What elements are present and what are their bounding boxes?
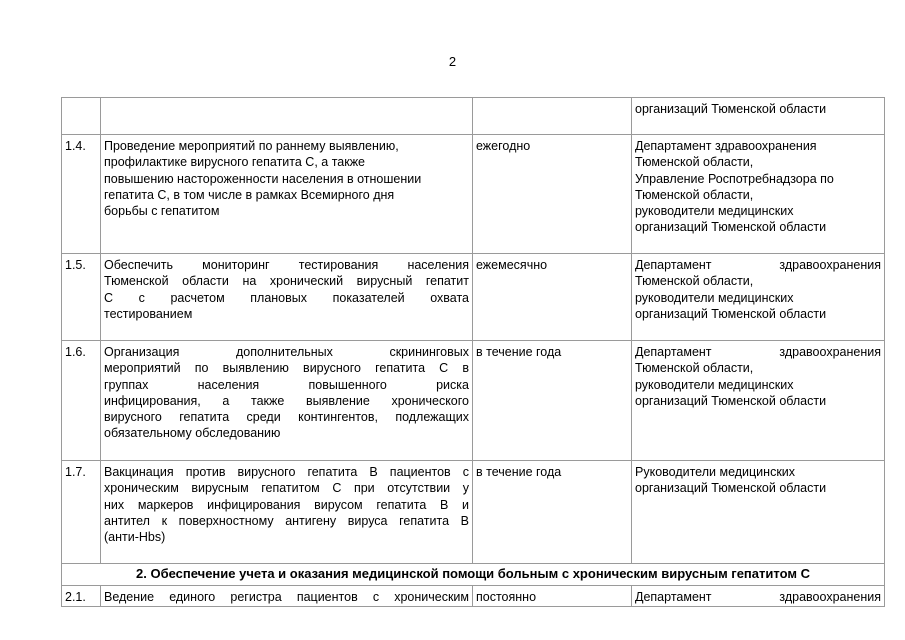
row-description (101, 254, 473, 341)
description-line: группах населения повышенного риска (104, 377, 469, 392)
responsible-line: руководители медицинских (635, 377, 794, 392)
row-term: ежемесячно (473, 254, 632, 341)
description-line: Вакцинация против вирусного гепатита В пациентов с (104, 465, 469, 479)
row-responsible (632, 135, 885, 254)
description-line: С с расчетом плановых показателей охвата (104, 290, 469, 305)
description-line: Организация дополнительных скрининговых (104, 345, 469, 359)
description-line: них маркеров инфицирования вирусом гепатита В и (104, 497, 469, 512)
responsible-line: Тюменской области, (635, 155, 754, 170)
responsible-line: Тюменской области, (635, 187, 754, 202)
section-header-row (62, 564, 885, 586)
row-description (101, 341, 473, 461)
row-term: постоянно (473, 586, 632, 607)
row-description (101, 135, 473, 254)
table-row (62, 341, 885, 461)
description-line: (анти-Hbs) (104, 530, 166, 545)
row-description (101, 586, 473, 607)
description-line: Ведение единого регистра пациентов с хроническим (104, 590, 469, 604)
description-line: гепатита С, в том числе в рамках Всемирного дня (104, 187, 395, 202)
row-term: ежегодно (473, 135, 632, 254)
responsible-line: организаций Тюменской области (635, 306, 827, 321)
responsible-line: Департамент здравоохранения (635, 258, 881, 272)
row-term (473, 98, 632, 135)
row-number: 1.5. (62, 254, 101, 341)
responsible-line: Управление Роспотребнадзора по (635, 171, 834, 186)
responsible-line: Руководители медицинских (635, 465, 796, 479)
responsible-line: Тюменской области, (635, 274, 754, 289)
responsible-line: организаций Тюменской области (635, 102, 827, 116)
row-responsible (632, 586, 885, 607)
row-description (101, 98, 473, 135)
row-number: 1.7. (62, 461, 101, 564)
responsible-line: организаций Тюменской области (635, 393, 827, 408)
description-line: повышению настороженности населения в отношении (104, 171, 422, 186)
row-number: 1.4. (62, 135, 101, 254)
row-number (62, 98, 101, 135)
row-responsible (632, 461, 885, 564)
row-number: 1.6. (62, 341, 101, 461)
description-line: профилактике вирусного гепатита С, а также (104, 155, 366, 170)
description-line: обязательному обследованию (104, 426, 281, 441)
table-row (62, 461, 885, 564)
table-row (62, 586, 885, 607)
description-line: тестированием (104, 306, 193, 321)
section-title: 2. Обеспечение учета и оказания медицинской помощи больным с хроническим вирусным гепатитом С (62, 564, 885, 586)
row-number: 2.1. (62, 586, 101, 607)
measures-table (61, 97, 885, 607)
row-responsible (632, 98, 885, 135)
description-line: мероприятий по выявлению вирусного гепатита С в (104, 361, 469, 376)
responsible-line: Департамент здравоохранения (635, 345, 881, 359)
description-line: Проведение мероприятий по раннему выявлению, (104, 139, 399, 153)
page-number: 2 (448, 54, 457, 69)
responsible-line: Тюменской области, (635, 361, 754, 376)
description-line: вирусного гепатита среди контингентов, подлежащих (104, 410, 469, 425)
responsible-line: Департамент здравоохранения (635, 590, 881, 604)
description-line: Тюменской области на хронический вирусный гепатит (104, 274, 469, 289)
description-line: инфицирования, а также выявление хронического (104, 393, 469, 408)
row-responsible (632, 254, 885, 341)
responsible-line: организаций Тюменской области (635, 481, 827, 496)
responsible-line: организаций Тюменской области (635, 220, 827, 235)
row-term: в течение года (473, 341, 632, 461)
description-line: хроническим вирусным гепатитом С при отсутствии у (104, 481, 469, 496)
table-row (62, 254, 885, 341)
row-responsible (632, 341, 885, 461)
description-line: антител к поверхностному антигену вируса гепатита В (104, 513, 469, 528)
responsible-line: Департамент здравоохранения (635, 139, 817, 153)
description-line: Обеспечить мониторинг тестирования населения (104, 258, 469, 272)
table-row (62, 98, 885, 135)
responsible-line: руководители медицинских (635, 204, 794, 219)
row-description (101, 461, 473, 564)
description-line: борьбы с гепатитом (104, 204, 220, 219)
row-term: в течение года (473, 461, 632, 564)
table-row (62, 135, 885, 254)
responsible-line: руководители медицинских (635, 290, 794, 305)
